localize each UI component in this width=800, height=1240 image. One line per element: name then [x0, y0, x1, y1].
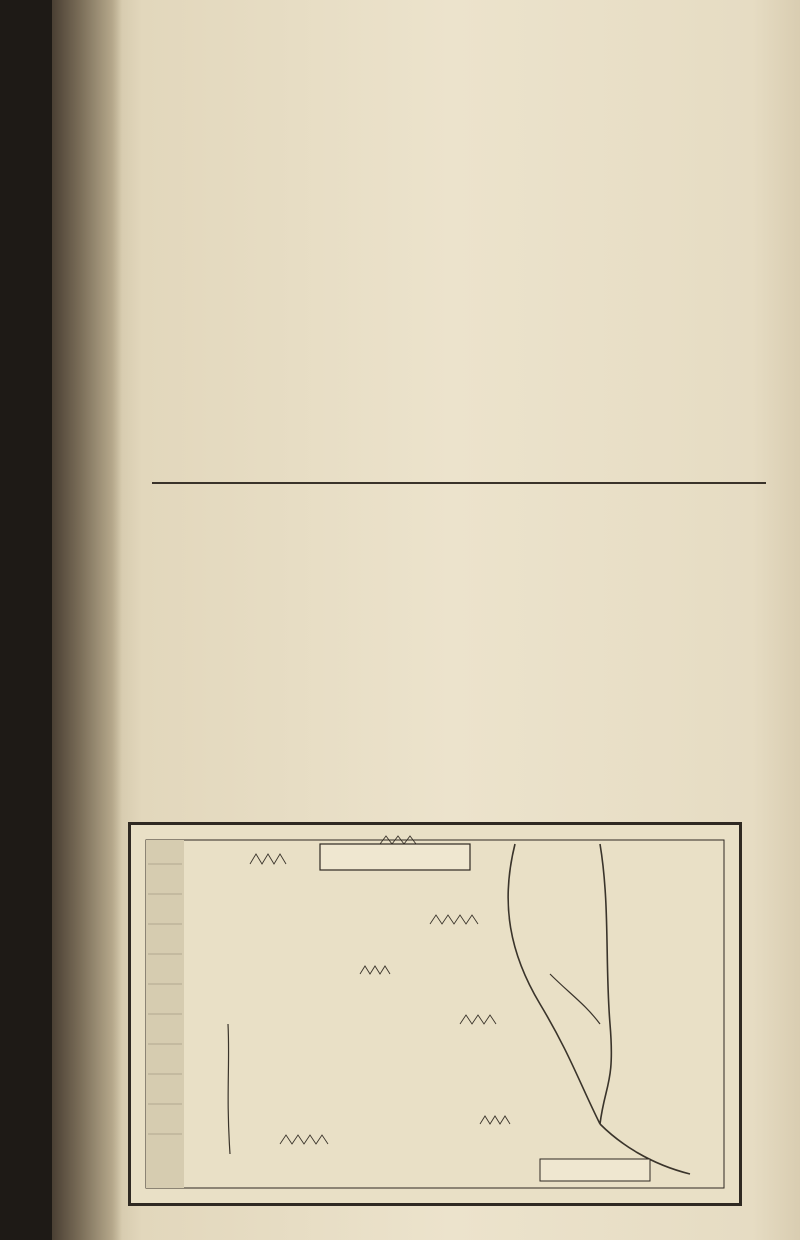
paradise-map: [128, 822, 742, 1206]
facing-page-bleed: [770, 300, 800, 1000]
river-tigris: [600, 844, 611, 1124]
river-jordan: [228, 1024, 230, 1154]
map-caption: [150, 780, 765, 782]
book-spine-shadow: [52, 0, 122, 1240]
map-drawing: [130, 824, 740, 1204]
river-euphrates: [508, 844, 600, 1124]
running-head: [152, 458, 766, 484]
